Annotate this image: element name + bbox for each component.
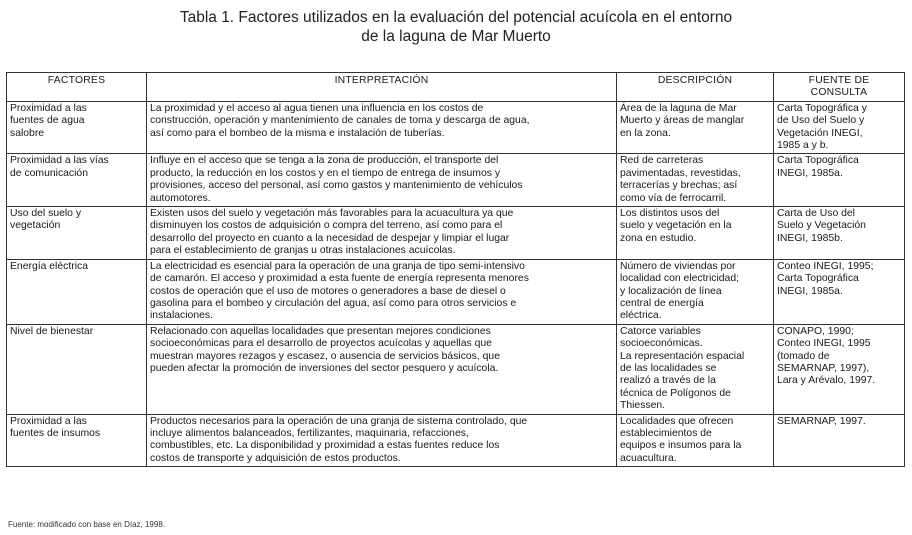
fuente-cell — [774, 414, 905, 467]
table-row — [7, 324, 905, 414]
header-descripcion: DESCRIPCIÓN — [617, 73, 774, 102]
factor-cell — [7, 259, 147, 324]
fuente-cell — [774, 259, 905, 324]
cell-text-line: automotores. — [150, 192, 211, 204]
cell-text-line: Existen usos del suelo y vegetación más favorables para la acuacultura ya que — [150, 208, 514, 220]
cell-text-line: Relacionado con aquellas localidades que presentan mejores condiciones — [150, 325, 491, 337]
cell-text-line: 1985 a y b. — [777, 140, 829, 152]
factor-cell — [7, 414, 147, 467]
cell-text-line: costos de operación que el uso de motores o generadores a base de diesel o — [150, 285, 506, 297]
cell-text-line: CONAPO, 1990; — [777, 325, 854, 337]
cell-text-line: Muerto y áreas de manglar — [620, 115, 745, 127]
descripcion-cell — [617, 207, 774, 260]
cell-text-line: producto, la reducción en los costos y en el tiempo de entrega de insumos y — [150, 167, 501, 179]
cell-text-line: Catorce variables — [620, 325, 701, 337]
cell-text-line: Nivel de bienestar — [10, 325, 94, 337]
descripcion-cell — [617, 324, 774, 414]
fuente-cell — [774, 207, 905, 260]
cell-text-line: Suelo y Vegetación — [777, 220, 866, 232]
cell-text-line: Conteo INEGI, 1995 — [777, 338, 871, 350]
cell-text-line: Los distintos usos del — [620, 208, 720, 220]
cell-text-line: Proximidad a las — [10, 415, 87, 427]
cell-text-line: para el establecimiento de granjas u otras instalaciones acuícolas. — [150, 245, 456, 257]
cell-text-line: Thiessen. — [620, 400, 666, 412]
cell-text-line: terracerías y brechas; así — [620, 180, 738, 192]
descripcion-cell — [617, 414, 774, 467]
cell-text-line: socioeconómicas. — [620, 338, 703, 350]
factor-cell — [7, 101, 147, 154]
cell-text-line: localidad con electricidad; — [620, 273, 739, 285]
cell-text-line: así como para el bombeo de la misma e instalación de tuberías. — [150, 127, 445, 139]
interpretacion-cell — [147, 259, 617, 324]
cell-text-line: Proximidad a las — [10, 102, 87, 114]
cell-text-line: fuentes de insumos — [10, 427, 101, 439]
cell-text-line: combustibles, etc. La disponibilidad y proximidad a estas fuentes reduce los — [150, 440, 500, 452]
cell-text-line: construcción, operación y mantenimiento de canales de toma y descarga de agua, — [150, 115, 530, 127]
table-header-row — [7, 73, 905, 102]
cell-text-line: como vía de ferrocarril. — [620, 192, 727, 204]
interpretacion-cell — [147, 154, 617, 207]
factors-table — [6, 72, 905, 467]
cell-text-line: en la zona. — [620, 127, 671, 139]
header-fuente — [774, 73, 905, 102]
interpretacion-cell — [147, 414, 617, 467]
cell-text-line: gasolina para el bombeo y circulación del agua, así como para otros servicios e — [150, 297, 517, 309]
cell-text-line: instalaciones. — [150, 310, 213, 322]
table-row — [7, 101, 905, 154]
cell-text-line: zona en estudio. — [620, 232, 697, 244]
cell-text-line: Lara y Arévalo, 1997. — [777, 375, 876, 387]
cell-text-line: costos de transporte y adquisición de estos productos. — [150, 452, 401, 464]
cell-text-line: Carta de Uso del — [777, 208, 855, 220]
cell-text-line: La electricidad es esencial para la operación de una granja de tipo semi-intensivo — [150, 260, 525, 272]
header-fuente-line: CONSULTA — [810, 87, 868, 99]
table-row — [7, 414, 905, 467]
cell-text-line: pavimentadas, revestidas, — [620, 167, 741, 179]
cell-text-line: salobre — [10, 127, 45, 139]
cell-text-line: Área de la laguna de Mar — [620, 102, 737, 114]
header-factores: FACTORES — [7, 73, 147, 102]
descripcion-cell — [617, 101, 774, 154]
fuente-cell — [774, 324, 905, 414]
table-title-line-2: de la laguna de Mar Muerto — [361, 28, 551, 45]
cell-text-line: socioeconómicas para el desarrollo de proyectos acuícolas y aquellas que — [150, 338, 492, 350]
cell-text-line: técnica de Polígonos de — [620, 387, 731, 399]
factor-cell — [7, 154, 147, 207]
cell-text-line: suelo y vegetación en la — [620, 220, 732, 232]
cell-text-line: de Uso del Suelo y — [777, 115, 865, 127]
descripcion-cell — [617, 154, 774, 207]
cell-text-line: Carta Topográfica — [777, 155, 859, 167]
cell-text-line: acuacultura. — [620, 452, 677, 464]
cell-text-line: desarrollo del proyecto en cuanto a la necesidad de despejar y limpiar el lugar — [150, 232, 510, 244]
cell-text-line: incluye alimentos balanceados, fertilizantes, maquinaria, refacciones, — [150, 427, 469, 439]
table-title — [0, 8, 912, 46]
cell-text-line: de camarón. El acceso y proximidad a esta fuente de energía representa menores — [150, 273, 529, 285]
cell-text-line: Productos necesarios para la operación de una granja de sistema controlado, que — [150, 415, 528, 427]
cell-text-line: muestran mayores rezagos y escasez, o ausencia de servicios básicos, que — [150, 350, 500, 362]
table-row — [7, 207, 905, 260]
header-fuente-line: FUENTE DE — [808, 75, 870, 86]
cell-text-line: pueden afectar la promoción de inversiones del sector pesquero y acuícola. — [150, 362, 499, 374]
cell-text-line: Red de carreteras — [620, 155, 704, 167]
cell-text-line: disminuyen los costos de adquisición o compra del terreno, así como para el — [150, 220, 503, 232]
cell-text-line: vegetación — [10, 220, 61, 232]
cell-text-line: INEGI, 1985a. — [777, 285, 843, 297]
cell-text-line: Uso del suelo y — [10, 208, 82, 220]
cell-text-line: La proximidad y el acceso al agua tienen una influencia en los costos de — [150, 102, 484, 114]
cell-text-line: fuentes de agua — [10, 115, 85, 127]
cell-text-line: realizó a través de la — [620, 375, 716, 387]
cell-text-line: Localidades que ofrecen — [620, 415, 734, 427]
cell-text-line: (tomado de — [777, 350, 830, 362]
cell-text-line: Número de viviendas por — [620, 260, 736, 272]
header-interpretacion: INTERPRETACIÓN — [147, 73, 617, 102]
table-body — [7, 101, 905, 466]
table-row — [7, 259, 905, 324]
factor-cell — [7, 207, 147, 260]
cell-text-line: provisiones, acceso del personal, así como gastos y mantenimiento de vehículos — [150, 180, 523, 192]
fuente-cell — [774, 101, 905, 154]
cell-text-line: central de energía — [620, 297, 704, 309]
table-row — [7, 154, 905, 207]
cell-text-line: Conteo INEGI, 1995; — [777, 260, 874, 272]
cell-text-line: Proximidad a las vías — [10, 155, 109, 167]
descripcion-cell — [617, 259, 774, 324]
interpretacion-cell — [147, 324, 617, 414]
cell-text-line: Carta Topográfica y — [777, 102, 867, 114]
table-title-line-1: Tabla 1. Factores utilizados en la evaluación del potencial acuícola en el entorno — [179, 9, 733, 26]
cell-text-line: establecimientos de — [620, 427, 712, 439]
cell-text-line: Energía eléctrica — [10, 260, 88, 272]
cell-text-line: Vegetación INEGI, — [777, 127, 863, 139]
cell-text-line: eléctrica. — [620, 310, 662, 322]
cell-text-line: INEGI, 1985a. — [777, 167, 843, 179]
cell-text-line: SEMARNAP, 1997), — [777, 362, 870, 374]
cell-text-line: de las localidades se — [620, 362, 717, 374]
cell-text-line: y localización de línea — [620, 285, 722, 297]
cell-text-line: Influye en el acceso que se tenga a la zona de producción, el transporte del — [150, 155, 499, 167]
source-footnote: Fuente: modificado con base en Díaz, 1998. — [8, 520, 165, 529]
cell-text-line: INEGI, 1985b. — [777, 232, 843, 244]
cell-text-line: de comunicación — [10, 167, 88, 179]
cell-text-line: La representación espacial — [620, 350, 745, 362]
cell-text-line: SEMARNAP, 1997. — [777, 415, 866, 427]
cell-text-line: Carta Topográfica — [777, 273, 859, 285]
cell-text-line: equipos e insumos para la — [620, 440, 742, 452]
fuente-cell — [774, 154, 905, 207]
interpretacion-cell — [147, 101, 617, 154]
interpretacion-cell — [147, 207, 617, 260]
factor-cell — [7, 324, 147, 414]
